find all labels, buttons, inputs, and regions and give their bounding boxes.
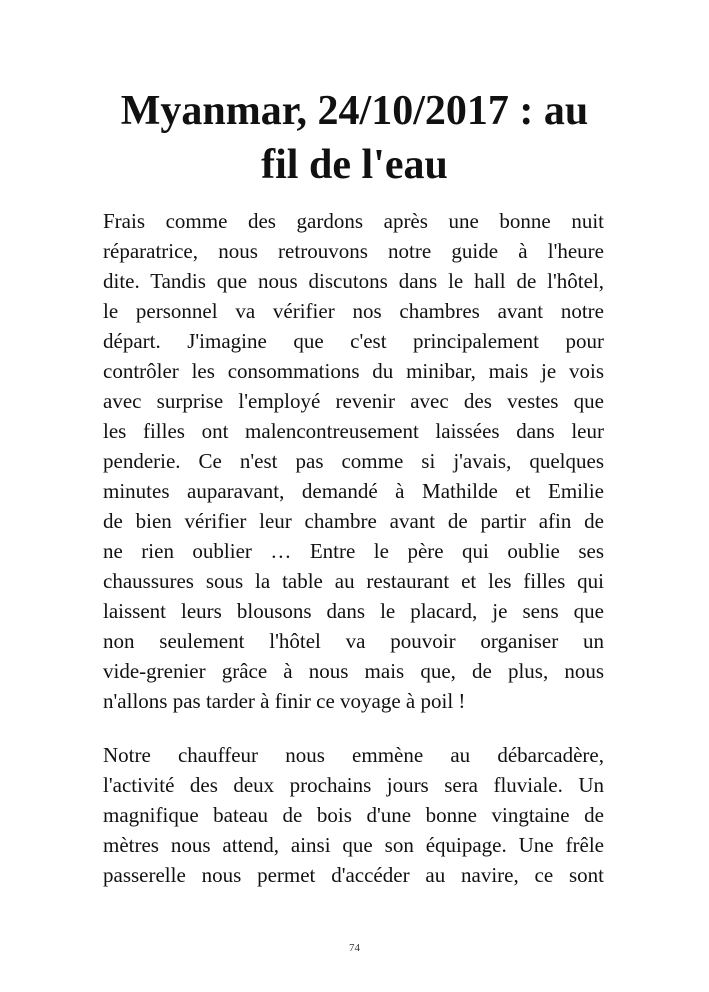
- text-line: ne rien oublier … Entre le père qui oublie ses: [103, 539, 604, 563]
- title-line-1: Myanmar, 24/10/2017 : au: [120, 88, 589, 134]
- text-line: magnifique bateau de bois d'une bonne vingtaine de: [103, 803, 604, 827]
- text-line: penderie. Ce n'est pas comme si j'avais, quelques: [103, 449, 604, 473]
- text-line: passerelle nous permet d'accéder au navire, ce sont: [103, 863, 604, 887]
- text-line: de bien vérifier leur chambre avant de partir afin de: [103, 509, 604, 533]
- text-line: laissent leurs blousons dans le placard, je sens que: [103, 599, 604, 623]
- paragraph-2: [103, 740, 604, 890]
- text-line: le personnel va vérifier nos chambres avant notre: [103, 299, 604, 323]
- text-line: vide-grenier grâce à nous mais que, de plus, nous: [103, 659, 604, 683]
- text-line: minutes auparavant, demandé à Mathilde et Emilie: [103, 479, 604, 503]
- text-line: réparatrice, nous retrouvons notre guide à l'heure: [103, 239, 604, 263]
- text-line: départ. J'imagine que c'est principalement pour: [103, 329, 604, 353]
- text-line: l'activité des deux prochains jours sera fluviale. Un: [103, 773, 604, 797]
- body-text: [103, 206, 604, 914]
- text-line: contrôler les consommations du minibar, mais je vois: [103, 359, 604, 383]
- text-line: n'allons pas tarder à finir ce voyage à poil !: [103, 689, 466, 713]
- text-line: Notre chauffeur nous emmène au débarcadère,: [103, 743, 604, 767]
- page-number: 74: [349, 942, 360, 954]
- text-line: les filles ont malencontreusement laissées dans leur: [103, 419, 604, 443]
- text-line: dite. Tandis que nous discutons dans le hall de l'hôtel,: [103, 269, 604, 293]
- text-line: mètres nous attend, ainsi que son équipage. Une frêle: [103, 833, 604, 857]
- text-line: chaussures sous la table au restaurant et les filles qui: [103, 569, 604, 593]
- paragraph-1: [103, 206, 604, 716]
- title-line-2: fil de l'eau: [261, 142, 448, 188]
- text-line: Frais comme des gardons après une bonne nuit: [103, 209, 604, 233]
- text-line: non seulement l'hôtel va pouvoir organiser un: [103, 629, 604, 653]
- page-title: [60, 84, 649, 192]
- text-line: avec surprise l'employé revenir avec des vestes que: [103, 389, 604, 413]
